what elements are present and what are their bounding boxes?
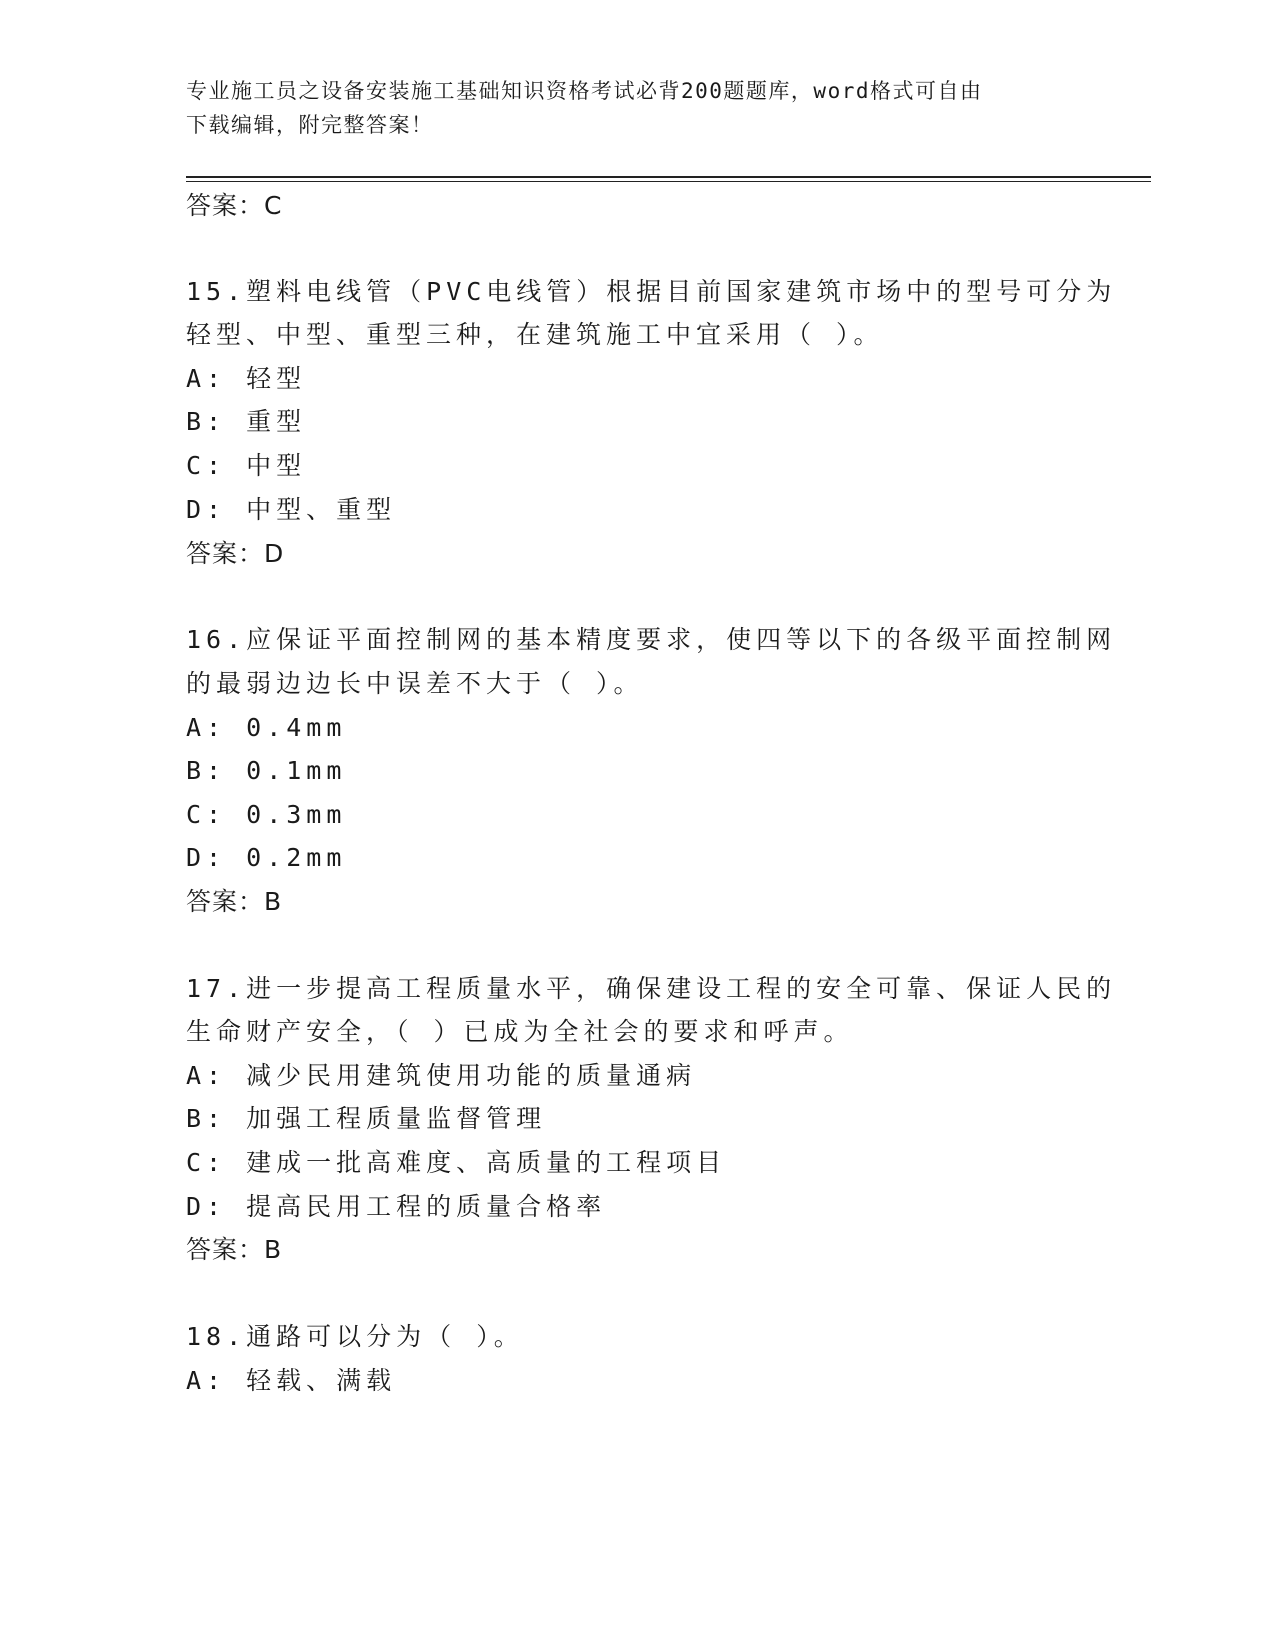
q16-stem-line-1: 16.应保证平面控制网的基本精度要求，使四等以下的各级平面控制网 xyxy=(186,625,1117,654)
q16-option-b: B: 0.1mm xyxy=(186,756,347,785)
q16-stem-line-2: 的最弱边边长中误差不大于（ ）。 xyxy=(186,669,644,698)
q16-option-d: D: 0.2mm xyxy=(186,843,347,872)
header-divider-thin xyxy=(186,181,1151,182)
q17-option-c: C: 建成一批高难度、高质量的工程项目 xyxy=(186,1148,727,1177)
q17-stem-line-2: 生命财产安全，（ ）已成为全社会的要求和呼声。 xyxy=(186,1017,854,1046)
document-header xyxy=(186,74,1066,142)
q15-option-b: B: 重型 xyxy=(186,407,307,436)
q17-option-d: D: 提高民用工程的质量合格率 xyxy=(186,1192,607,1221)
q17-stem-line-1: 17.进一步提高工程质量水平，确保建设工程的安全可靠、保证人民的 xyxy=(186,974,1117,1003)
q15-stem-line-1: 15.塑料电线管（PVC电线管）根据目前国家建筑市场中的型号可分为 xyxy=(186,277,1117,306)
q18-option-a: A: 轻载、满载 xyxy=(186,1366,397,1395)
q15-option-a: A: 轻型 xyxy=(186,364,307,393)
prev-answer: 答案：C xyxy=(186,191,283,220)
q16-answer: 答案：B xyxy=(186,887,283,916)
q15-answer: 答案：D xyxy=(186,539,285,568)
q17-answer: 答案：B xyxy=(186,1235,283,1264)
header-divider-thick xyxy=(186,176,1151,178)
header-line-1: 专业施工员之设备安装施工基础知识资格考试必背200题题库，word格式可自由 xyxy=(186,79,983,103)
q15-option-d: D: 中型、重型 xyxy=(186,495,397,524)
q17-option-a: A: 减少民用建筑使用功能的质量通病 xyxy=(186,1061,697,1090)
q15-option-c: C: 中型 xyxy=(186,451,307,480)
q16-option-c: C: 0.3mm xyxy=(186,800,347,829)
q15-stem-line-2: 轻型、中型、重型三种，在建筑施工中宜采用（ ）。 xyxy=(186,320,884,349)
q18-stem-line-1: 18.通路可以分为（ ）。 xyxy=(186,1322,524,1351)
q17-option-b: B: 加强工程质量监督管理 xyxy=(186,1104,547,1133)
q16-option-a: A: 0.4mm xyxy=(186,713,347,742)
header-line-2: 下载编辑，附完整答案！ xyxy=(186,113,434,137)
